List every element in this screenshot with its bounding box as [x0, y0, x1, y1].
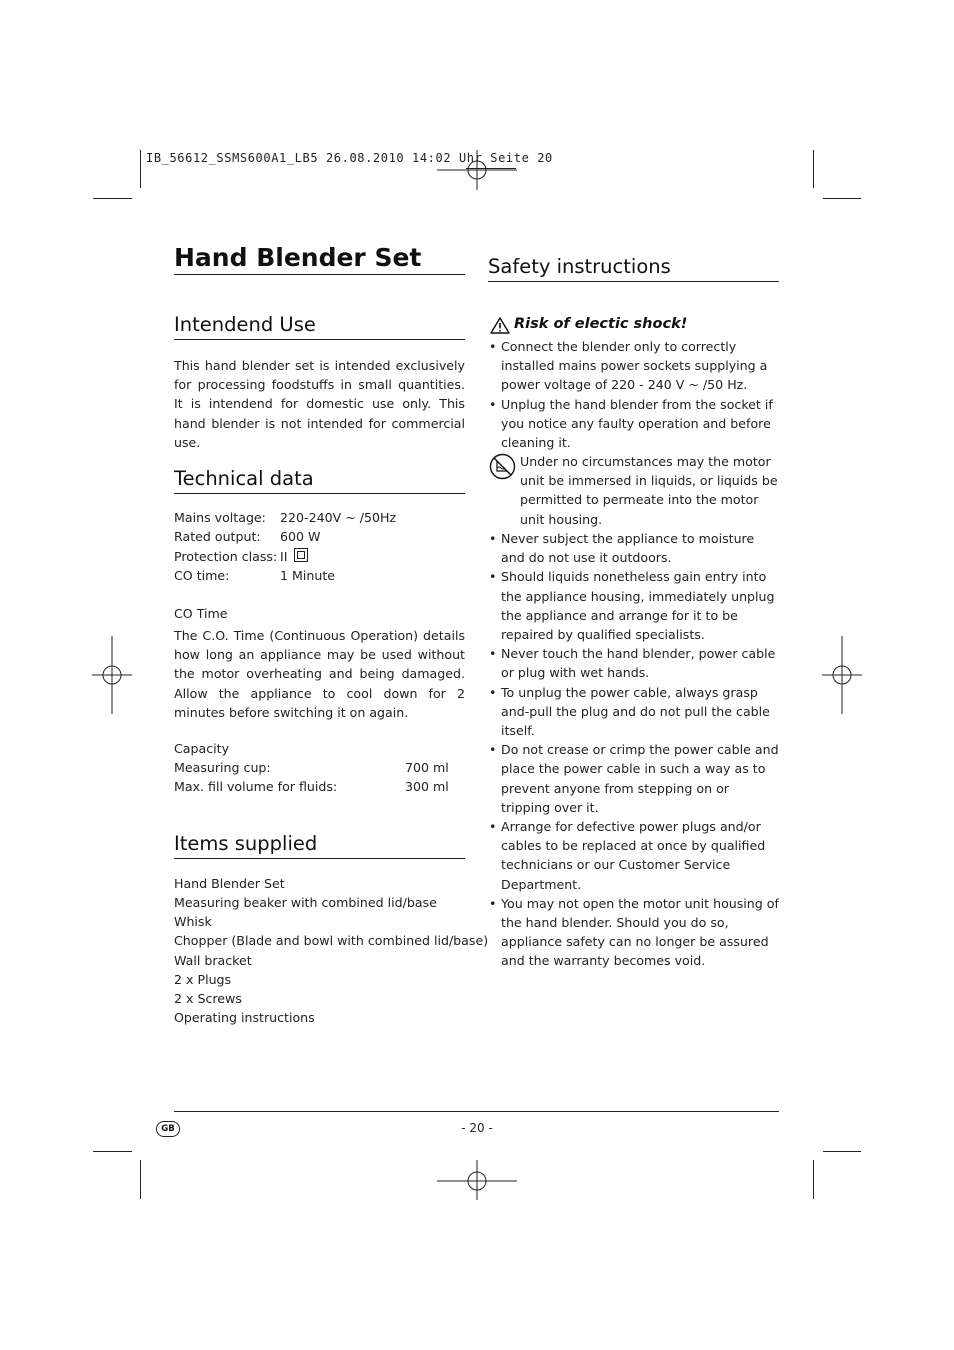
warning-triangle-icon — [490, 317, 510, 334]
registration-mark-bottom — [437, 1160, 517, 1202]
language-badge: GB — [156, 1121, 180, 1137]
list-item: Hand Blender Set — [174, 876, 285, 891]
capacity-heading: Capacity — [174, 741, 230, 756]
list-item: • Unplug the hand blender from the socket if you notice any faulty operation and before cleaning it. — [488, 395, 780, 453]
list-item: Measuring beaker with combined lid/base — [174, 895, 437, 910]
tech-value: 220-240V ~ /50Hz — [280, 510, 397, 525]
safety-rule — [488, 281, 779, 282]
list-item: 2 x Screws — [174, 991, 242, 1006]
list-item: • Do not crease or crimp the power cable and place the power cable in such a way as to prevent anyone from stepping on or tripping over it. — [488, 740, 780, 817]
list-item: • Should liquids nonetheless gain entry into the appliance housing, immediately unplug the appliance and arrange for it to be repaired by qualified specialists. — [488, 567, 780, 644]
registration-mark-right — [822, 636, 864, 714]
slug-underline — [466, 168, 516, 169]
capacity-value: 300 ml — [405, 779, 449, 794]
capacity-label: Measuring cup: — [174, 760, 271, 775]
page-title: Hand Blender Set — [174, 243, 422, 272]
tech-value: 1 Minute — [280, 568, 336, 583]
list-item: • To unplug the power cable, always grasp and-pull the plug and do not pull the cable itself. — [488, 683, 780, 741]
list-item: • Never subject the appliance to moisture and do not use it outdoors. — [488, 529, 780, 567]
list-item: • Arrange for defective power plugs and/or cables to be replaced at once by qualified technicians or our Customer Service Department. — [488, 817, 780, 894]
co-time-text: The C.O. Time (Continuous Operation) details how long an appliance may be used without the motor overheating and being damaged. Allow the appliance to cool down for 2 minutes before switching it on again. — [174, 628, 465, 720]
intended-use-heading: Intendend Use — [174, 313, 316, 336]
no-immersion-icon — [489, 453, 516, 480]
co-time-heading: CO Time — [174, 606, 228, 621]
technical-data-rule — [174, 493, 465, 494]
list-item: 2 x Plugs — [174, 972, 232, 987]
intended-use-text: This hand blender set is intended exclusively for processing foodstuffs in small quantities. It is intendend for domestic use only. This hand blender is not intended for commercial use. — [174, 358, 465, 450]
footer-rule — [174, 1111, 779, 1112]
tech-value: II — [280, 549, 288, 564]
items-supplied-rule — [174, 858, 465, 859]
page-number: - 20 - — [461, 1121, 493, 1135]
technical-data-heading: Technical data — [174, 467, 314, 490]
safety-list-general — [488, 529, 780, 971]
registration-mark-left — [92, 636, 134, 714]
immersion-warning-text: Under no circumstances may the motor unit be immersed in liquids, or liquids be permitted to permeate into the motor unit housing. — [520, 454, 778, 527]
protection-class-ii-icon — [294, 548, 308, 562]
tech-label: Rated output: — [174, 529, 261, 544]
safety-list-electric — [488, 337, 780, 452]
list-item: • Never touch the hand blender, power cable or plug with wet hands. — [488, 644, 780, 682]
risk-heading: Risk of electic shock! — [514, 316, 688, 332]
title-rule — [174, 274, 465, 275]
print-slug: IB_56612_SSMS600A1_LB5 26.08.2010 14:02 Uhr Seite 20 — [146, 151, 553, 165]
capacity-value: 700 ml — [405, 760, 449, 775]
capacity-label: Max. fill volume for fluids: — [174, 779, 338, 794]
intended-use-rule — [174, 339, 465, 340]
tech-value: 600 W — [280, 529, 321, 544]
tech-label: Mains voltage: — [174, 510, 266, 525]
items-supplied-heading: Items supplied — [174, 832, 318, 855]
tech-label: Protection class: — [174, 549, 278, 564]
list-item: Chopper (Blade and bowl with combined lid/base) — [174, 933, 489, 948]
list-item: Whisk — [174, 914, 212, 929]
list-item: • You may not open the motor unit housing of the hand blender. Should you do so, appliance safety can no longer be assured and the warranty becomes void. — [488, 894, 780, 971]
tech-label: CO time: — [174, 568, 230, 583]
safety-heading: Safety instructions — [488, 255, 671, 278]
list-item: • Connect the blender only to correctly installed mains power sockets supplying a power voltage of 220 - 240 V ~ /50 Hz. — [488, 337, 780, 395]
list-item: Wall bracket — [174, 953, 252, 968]
list-item: Operating instructions — [174, 1010, 315, 1025]
